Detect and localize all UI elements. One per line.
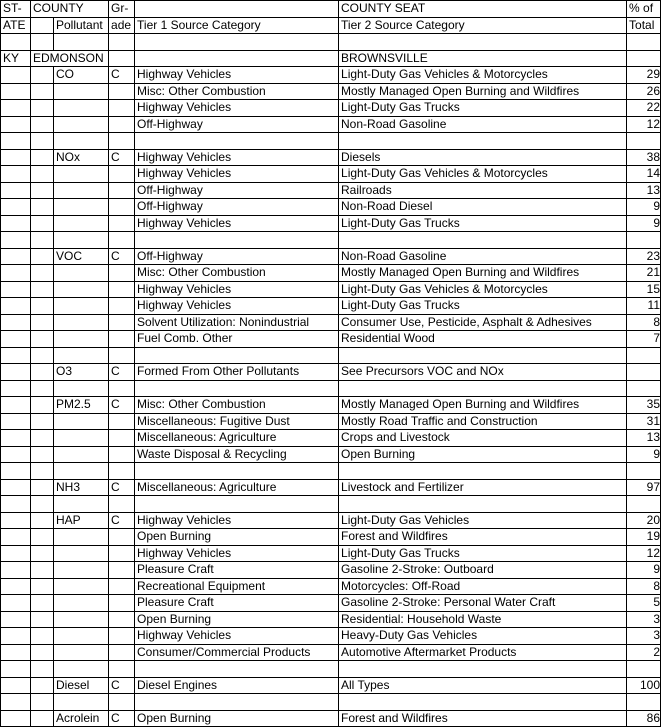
tier2-cell: Light-Duty Gas Vehicles & Motorcycles (339, 166, 627, 183)
tier2-cell: Mostly Managed Open Burning and Wildfires (339, 397, 627, 414)
tier2-cell: Railroads (339, 182, 627, 199)
table-row (1, 677, 661, 694)
tier2-cell: Consumer Use, Pesticide, Asphalt & Adhesives (339, 314, 627, 331)
spacer-row (1, 347, 661, 364)
table-row (1, 430, 661, 447)
spacer-row (1, 694, 661, 711)
percent-cell: 9 (627, 446, 661, 463)
tier1-cell: Pleasure Craft (135, 562, 339, 579)
tier2-cell: Motorcycles: Off-Road (339, 578, 627, 595)
percent-cell: 13 (627, 430, 661, 447)
header-percent: % of (627, 1, 661, 18)
header-grade-2: ade (109, 17, 135, 34)
percent-cell: 86 (627, 710, 661, 727)
tier2-cell: All Types (339, 677, 627, 694)
table-row (1, 298, 661, 315)
tier2-cell: Mostly Road Traffic and Construction (339, 413, 627, 430)
percent-cell: 8 (627, 578, 661, 595)
tier2-cell: Mostly Managed Open Burning and Wildfires (339, 265, 627, 282)
table-row (1, 479, 661, 496)
header-county: COUNTY (31, 1, 109, 18)
tier1-cell: Highway Vehicles (135, 166, 339, 183)
tier2-cell: Non-Road Gasoline (339, 248, 627, 265)
tier1-cell: Off-Highway (135, 248, 339, 265)
percent-cell: 3 (627, 628, 661, 645)
table-row (1, 413, 661, 430)
table-row (1, 710, 661, 727)
tier1-cell: Off-Highway (135, 199, 339, 216)
header-blank (135, 1, 339, 18)
table-row (1, 628, 661, 645)
header-total: Total (627, 17, 661, 34)
percent-cell: 20 (627, 512, 661, 529)
tier1-cell: Miscellaneous: Fugitive Dust (135, 413, 339, 430)
tier1-cell: Misc: Other Combustion (135, 265, 339, 282)
tier1-cell: Highway Vehicles (135, 512, 339, 529)
header-grade: Gr- (109, 1, 135, 18)
table-row (1, 248, 661, 265)
grade-cell: C (109, 397, 135, 414)
tier2-cell: Automotive Aftermarket Products (339, 644, 627, 661)
percent-cell: 22 (627, 100, 661, 117)
tier1-cell: Off-Highway (135, 182, 339, 199)
grade-cell: C (109, 149, 135, 166)
tier2-cell: Light-Duty Gas Vehicles (339, 512, 627, 529)
table-row (1, 595, 661, 612)
header-row-1 (1, 1, 661, 18)
tier2-cell: Diesels (339, 149, 627, 166)
table-row (1, 116, 661, 133)
tier2-cell: Mostly Managed Open Burning and Wildfires (339, 83, 627, 100)
tier2-cell: Forest and Wildfires (339, 529, 627, 546)
percent-cell: 2 (627, 644, 661, 661)
pollutant-cell: HAP (54, 512, 109, 529)
tier1-cell: Highway Vehicles (135, 298, 339, 315)
percent-cell: 21 (627, 265, 661, 282)
percent-cell: 23 (627, 248, 661, 265)
percent-cell: 9 (627, 215, 661, 232)
percent-cell: 3 (627, 611, 661, 628)
grade-cell: C (109, 512, 135, 529)
table-row (1, 215, 661, 232)
tier1-cell: Formed From Other Pollutants (135, 364, 339, 381)
table-row (1, 314, 661, 331)
tier2-cell: Livestock and Fertilizer (339, 479, 627, 496)
percent-cell: 12 (627, 545, 661, 562)
percent-cell: 31 (627, 413, 661, 430)
table-row (1, 364, 661, 381)
table-row (1, 83, 661, 100)
tier2-cell: Non-Road Diesel (339, 199, 627, 216)
pollutant-cell: Diesel (54, 677, 109, 694)
tier1-cell: Recreational Equipment (135, 578, 339, 595)
tier1-cell: Highway Vehicles (135, 67, 339, 84)
spacer-row (1, 133, 661, 150)
header-pollutant: Pollutant (54, 17, 109, 34)
tier2-cell: Open Burning (339, 446, 627, 463)
tier1-cell: Misc: Other Combustion (135, 83, 339, 100)
table-row (1, 67, 661, 84)
county-cell: EDMONSON (31, 50, 109, 67)
tier2-cell: Non-Road Gasoline (339, 116, 627, 133)
tier2-cell: Gasoline 2-Stroke: Outboard (339, 562, 627, 579)
tier2-cell: Light-Duty Gas Vehicles & Motorcycles (339, 281, 627, 298)
tier2-cell: Residential Wood (339, 331, 627, 348)
table-row (1, 644, 661, 661)
pollutant-cell: NH3 (54, 479, 109, 496)
table-row (1, 446, 661, 463)
percent-cell: 7 (627, 331, 661, 348)
percent-cell: 11 (627, 298, 661, 315)
percent-cell: 13 (627, 182, 661, 199)
spacer-row (1, 34, 661, 51)
tier2-cell: Light-Duty Gas Trucks (339, 545, 627, 562)
tier1-cell: Open Burning (135, 529, 339, 546)
tier2-cell: Residential: Household Waste (339, 611, 627, 628)
percent-cell: 5 (627, 595, 661, 612)
percent-cell: 14 (627, 166, 661, 183)
tier1-cell: Waste Disposal & Recycling (135, 446, 339, 463)
header-tier2: Tier 2 Source Category (339, 17, 627, 34)
tier2-cell: Light-Duty Gas Vehicles & Motorcycles (339, 67, 627, 84)
county-seat-cell: BROWNSVILLE (339, 50, 627, 67)
header-tier1: Tier 1 Source Category (135, 17, 339, 34)
percent-cell: 29 (627, 67, 661, 84)
pollutant-cell: NOx (54, 149, 109, 166)
pollutant-cell: CO (54, 67, 109, 84)
tier1-cell: Open Burning (135, 611, 339, 628)
location-row (1, 50, 661, 67)
table-row (1, 199, 661, 216)
percent-cell: 8 (627, 314, 661, 331)
grade-cell: C (109, 67, 135, 84)
table-row (1, 562, 661, 579)
tier1-cell: Fuel Comb. Other (135, 331, 339, 348)
table-row (1, 611, 661, 628)
table-row (1, 182, 661, 199)
percent-cell: 19 (627, 529, 661, 546)
percent-cell: 38 (627, 149, 661, 166)
header-row-2 (1, 17, 661, 34)
tier1-cell: Open Burning (135, 710, 339, 727)
percent-cell: 97 (627, 479, 661, 496)
grade-cell: C (109, 677, 135, 694)
percent-cell: 100 (627, 677, 661, 694)
tier1-cell: Miscellaneous: Agriculture (135, 479, 339, 496)
table-row (1, 331, 661, 348)
tier1-cell: Miscellaneous: Agriculture (135, 430, 339, 447)
tier1-cell: Highway Vehicles (135, 545, 339, 562)
tier1-cell: Highway Vehicles (135, 628, 339, 645)
tier1-cell: Highway Vehicles (135, 281, 339, 298)
tier1-cell: Off-Highway (135, 116, 339, 133)
percent-cell: 35 (627, 397, 661, 414)
tier2-cell: Light-Duty Gas Trucks (339, 100, 627, 117)
header-blank-2 (31, 17, 54, 34)
pollutant-cell: Acrolein (54, 710, 109, 727)
tier2-cell: Gasoline 2-Stroke: Personal Water Craft (339, 595, 627, 612)
tier1-cell: Consumer/Commercial Products (135, 644, 339, 661)
tier2-cell: See Precursors VOC and NOx (339, 364, 627, 381)
pollutant-cell: O3 (54, 364, 109, 381)
table-row (1, 166, 661, 183)
table-row (1, 100, 661, 117)
tier1-cell: Misc: Other Combustion (135, 397, 339, 414)
spacer-row (1, 661, 661, 678)
tier1-cell: Pleasure Craft (135, 595, 339, 612)
spacer-row (1, 232, 661, 249)
tier2-cell: Forest and Wildfires (339, 710, 627, 727)
table-row (1, 529, 661, 546)
table-row (1, 397, 661, 414)
pollutant-cell: VOC (54, 248, 109, 265)
percent-cell: 9 (627, 199, 661, 216)
percent-cell: 26 (627, 83, 661, 100)
tier1-cell: Diesel Engines (135, 677, 339, 694)
tier1-cell: Highway Vehicles (135, 149, 339, 166)
spacer-row (1, 496, 661, 513)
header-county-seat: COUNTY SEAT (339, 1, 627, 18)
tier1-cell: Highway Vehicles (135, 100, 339, 117)
table-row (1, 545, 661, 562)
tier2-cell: Crops and Livestock (339, 430, 627, 447)
tier1-cell: Solvent Utilization: Nonindustrial (135, 314, 339, 331)
table-row (1, 578, 661, 595)
header-state: ST- (1, 1, 31, 18)
state-cell: KY (1, 50, 31, 67)
tier2-cell: Light-Duty Gas Trucks (339, 298, 627, 315)
grade-cell: C (109, 710, 135, 727)
tier2-cell: Heavy-Duty Gas Vehicles (339, 628, 627, 645)
table-row (1, 281, 661, 298)
spacer-row (1, 380, 661, 397)
percent-cell: 9 (627, 562, 661, 579)
table-row (1, 149, 661, 166)
grade-cell: C (109, 248, 135, 265)
grade-cell: C (109, 364, 135, 381)
tier1-cell: Highway Vehicles (135, 215, 339, 232)
percent-cell: 12 (627, 116, 661, 133)
percent-cell (627, 364, 661, 381)
tier2-cell: Light-Duty Gas Trucks (339, 215, 627, 232)
table-row (1, 265, 661, 282)
table-row (1, 512, 661, 529)
percent-cell: 15 (627, 281, 661, 298)
pollutant-cell: PM2.5 (54, 397, 109, 414)
header-state-2: ATE (1, 17, 31, 34)
spacer-row (1, 463, 661, 480)
grade-cell: C (109, 479, 135, 496)
